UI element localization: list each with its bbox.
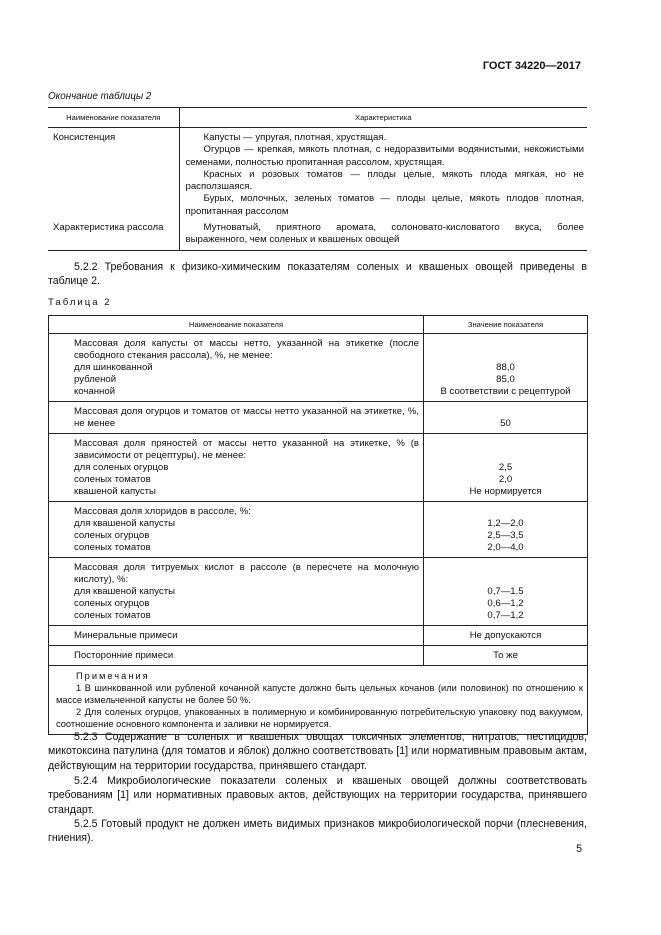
sub-item: для квашеной капусты (74, 518, 175, 529)
indicator-value: 0,6—1,2 (487, 598, 524, 609)
indicator-value: 0,7—1,2 (487, 610, 524, 621)
sub-item: соленых томатов (74, 474, 151, 485)
table-row (49, 434, 588, 502)
sub-item: рубленой (74, 374, 117, 385)
indicator-name: Минеральные примеси (74, 630, 178, 641)
sub-item: кочанной (74, 386, 116, 397)
notes-title: Примечания (76, 671, 150, 681)
column-header-characteristic: Характеристика (179, 108, 587, 128)
note-item: 1 В шинкованной или рубленой кочанной капусте должно быть цельных кочанов (или половинок) по отношению к массе измельченной капусты не более 50 %. (56, 683, 583, 705)
table-2-continuation (48, 107, 587, 251)
table-row (48, 218, 587, 250)
note-item: 2 Для соленых огурцов, упакованных в полимерную и комбинированную потребительскую упаковку под вакуумом, соотношение основного компонента и заливки не нормируется. (56, 707, 583, 729)
indicator-value: 85,0 (496, 374, 515, 385)
table-row (49, 502, 588, 558)
paragraph-5-2-4: 5.2.4 Микробиологические показатели соленых и квашеных овощей должны соответствовать требованиям [1] или нормативных правовых актов, действующих на территории государства, принявшего стандарт. (48, 775, 587, 816)
characteristic-paragraph: Огурцов — крепкая, мякоть плотная, с недоразвитыми водянистыми, некожистыми семенами, полностью пропитанная рассолом, хрустящая. (185, 144, 584, 168)
table-2-caption: Таблица 2 (48, 297, 112, 308)
indicator-value: 50 (500, 418, 511, 429)
indicator-value: 0,7—1,5 (487, 586, 524, 597)
indicator-value: 2,0 (498, 474, 513, 485)
paragraph-5-2-3: 5.2.3 Содержание в соленых и квашеных овощах токсичных элементов, нитратов, пестицидов, микотоксина патулина (для томатов и яблок) должно соответствовать [1] или нормативным правовым актам, действующим на территории государства, принявшего стандарт. (48, 731, 587, 772)
indicator-value: 2,5 (498, 462, 513, 473)
indicator-value: 1,2—2,0 (487, 518, 524, 529)
paragraph-5-2-5: 5.2.5 Готовый продукт не должен иметь видимых признаков микробиологической порчи (плесневения, гниения). (48, 818, 587, 845)
table-row (49, 558, 588, 626)
indicator-name: Массовая доля капусты от массы нетто, указанной на этикетке (после свободного стекания рассола), %, не менее: (74, 338, 419, 361)
column-header-value: Значение показателя (424, 316, 588, 334)
table-row (49, 334, 588, 402)
column-header-name: Наименование показателя (49, 316, 424, 334)
table-row (49, 402, 588, 434)
table-2 (48, 315, 588, 735)
indicator-value: То же (493, 650, 518, 661)
row-characteristic (179, 128, 587, 219)
characteristic-paragraph: Бурых, молочных, зеленых томатов — плоды целые, мякоть плодов плотная, пропитанная рассолом (185, 193, 584, 217)
indicator-name: Массовая доля титруемых кислот в рассоле (в пересчете на молочную кислоту), %: (74, 562, 419, 585)
indicator-value: 2,5—3,5 (487, 530, 524, 541)
column-header-name: Наименование показателя (48, 108, 179, 128)
indicator-value: Не нормируется (469, 486, 542, 497)
table-notes (49, 666, 588, 735)
row-name: Консистенция (53, 132, 116, 143)
table-continuation-caption: Окончание таблицы 2 (48, 91, 152, 102)
sub-item: для квашеной капусты (74, 586, 175, 597)
sub-item: квашеной капусты (74, 486, 156, 497)
standard-number: ГОСТ 34220—2017 (482, 60, 581, 72)
sub-item: соленых огурцов (74, 598, 150, 609)
characteristic-paragraph: Капусты — упругая, плотная, хрустящая. (203, 132, 387, 143)
characteristic-paragraph: Красных и розовых томатов — плоды целые, мякоть плода мягкая, но не расползшаяся. (185, 168, 584, 193)
sub-item: для соленых огурцов (74, 462, 169, 473)
indicator-value: В соответствии с рецептурой (440, 386, 571, 397)
row-characteristic (179, 218, 587, 250)
characteristic-paragraph: Мутноватый, приятного аромата, солоновато-кисловатого вкуса, более выраженного, чем соленых и квашеных овощей (185, 222, 584, 246)
table-row (49, 626, 588, 646)
table-row (48, 128, 587, 219)
indicator-name: Массовая доля огурцов и томатов от массы нетто указанной на этикетке, %, не менее (74, 406, 419, 429)
indicator-name: Массовая доля хлоридов в рассоле, %: (74, 506, 251, 517)
table-row (49, 646, 588, 666)
indicator-value: 2,0—4,0 (487, 542, 524, 553)
indicator-name: Массовая доля пряностей от массы нетто указанной на этикетке, % (в зависимости от рецептуры), не менее: (74, 438, 419, 461)
paragraph-5-2-2: 5.2.2 Требования к физико-химическим показателям соленых и квашеных овощей приведены в таблице 2. (48, 261, 587, 288)
indicator-name: Посторонние примеси (74, 650, 174, 661)
sub-item: соленых томатов (74, 610, 151, 621)
row-name: Характеристика рассола (48, 218, 179, 250)
sub-item: соленых огурцов (74, 530, 150, 541)
sub-item: соленых томатов (74, 542, 151, 553)
indicator-value: 88,0 (496, 362, 515, 373)
sub-item: для шинкованной (74, 362, 153, 373)
page-number: 5 (576, 843, 582, 855)
indicator-value: Не допускаются (469, 630, 542, 641)
